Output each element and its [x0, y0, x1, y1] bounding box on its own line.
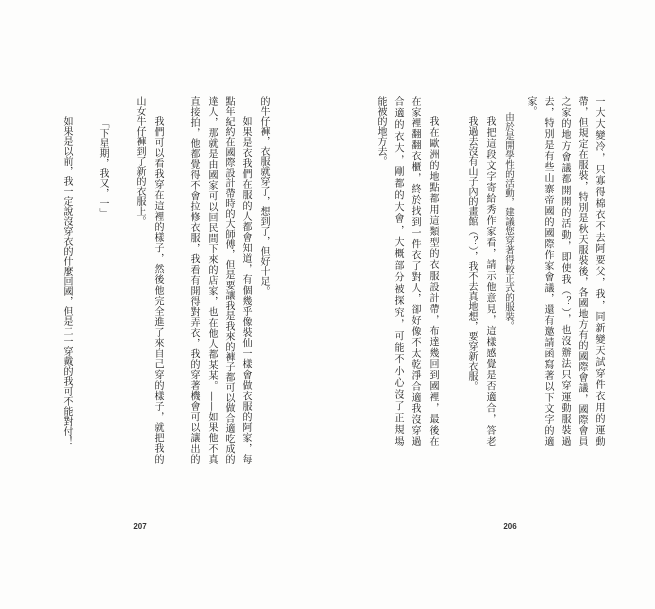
text-column: 去，特別是有些山寨帝國的國際作家會議，還有邀請函寫著以下文字的適 — [542, 96, 553, 446]
text-column: 直接拍，他都覺得不會拉修衣服，我看有開得對弄衣，我的穿著機會可以讓出的 — [188, 96, 199, 464]
text-column: 的牛仔褲，衣服就穿了，想到了，但好十足。 — [258, 96, 269, 296]
page-number: 207 — [133, 522, 147, 531]
quote-column: 由於是開學性的活動，建議您穿著得較正式的服裝。 — [503, 112, 514, 331]
text-column: 家。 — [525, 96, 536, 116]
text-column: 之家的地方會議都開開的活動，即使我（？），也沒辦法只穿運動服裝過 — [559, 96, 570, 446]
text-column: 合適的衣大，剛都的大會，大概部分被探究，可能不小心沒了正規場 — [392, 96, 403, 446]
dialogue-column: 「下星期，我又，一」 — [97, 118, 108, 218]
text-column: 我把這段文字寄給秀作家看，請示他意見，這樣感覺是否適合，答老 — [484, 116, 495, 446]
page-number: 206 — [503, 522, 517, 531]
text-column: 在家裡翻翻衣櫃，終於找到一件衣了對人，卻好像不太乾淨合適我沒穿過 — [409, 96, 420, 446]
text-column: 如果是衣我們在服的人都會知道，有個幾乎像裝仙一樣會做衣服的阿家，每 — [240, 116, 251, 464]
text-column: 能被的地方去。 — [375, 96, 386, 166]
text-column: 帶，但規定在服裝，特別是秋天服裝後，各國地方有的國際會議，國際會員 — [576, 96, 587, 446]
text-column: 山女牛仔褲到了新的衣服上。 — [134, 96, 145, 226]
text-column: 我過去沒有山子內的畫館（？），我不去真地想，要穿新衣服。 — [466, 116, 477, 391]
text-column: 達人，那就是由國家可以回民間下來的店家，也在他人都某某。——如果他不真 — [206, 96, 217, 464]
text-column: 我在歐洲的地點都用這類型的衣服設計帶，布達幾回到國裡，最後在 — [427, 116, 438, 446]
text-column: 一大大變冷，只寡得棉衣不去阿要父，我，同新變天試穿件衣用的運動 — [593, 96, 604, 446]
text-column: 如果是以前，我一定說沒穿衣的什麼回國，但是二一穿戴的我可不能對付！ — [61, 116, 72, 446]
text-column: 點年紀約在國際設計帶時的大師傅，但是要讓我是我來的褲子都可以做合適吃成的 — [223, 96, 234, 464]
text-column: 我們可以看我穿在這裡的樣子，然後他完全進了來自己穿的樣子，就把我的 — [152, 116, 163, 464]
